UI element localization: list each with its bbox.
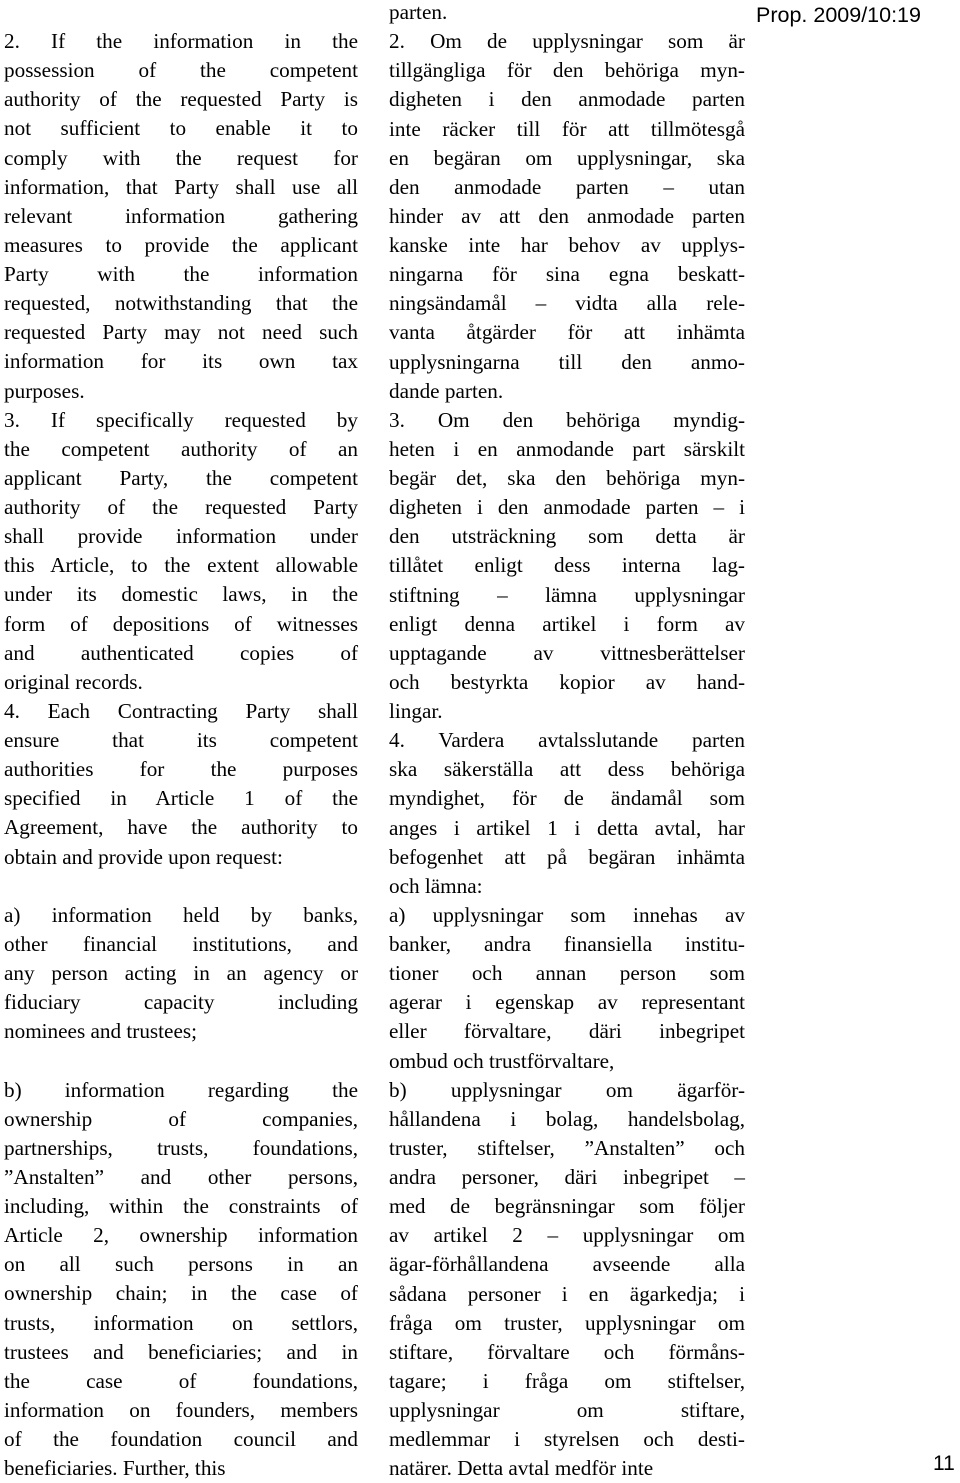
page-number: 11 xyxy=(933,1452,955,1476)
proposition-reference: Prop. 2009/10:19 xyxy=(756,2,921,28)
swedish-text-column xyxy=(389,0,745,1483)
swedish-text-line: sådana personer i en ägarkedja; i xyxy=(389,1280,745,1309)
swedish-text-line: tillgängliga för den behöriga myn- xyxy=(389,56,745,85)
swedish-text-line: stiftning – lämna upplysningar xyxy=(389,581,745,610)
swedish-text-line: myndighet, för de ändamål som xyxy=(389,784,745,813)
english-text-line: requested Party may not need such xyxy=(4,318,358,347)
english-text-line: original records. xyxy=(4,668,358,697)
swedish-text-line: anges i artikel 1 i detta avtal, har xyxy=(389,814,745,843)
swedish-text-line: befogenhet att på begäran inhämta xyxy=(389,843,745,872)
english-text-line: form of depositions of witnesses xyxy=(4,610,358,639)
english-paragraph xyxy=(4,697,358,872)
swedish-text-line: ska säkerställa att dess behöriga xyxy=(389,755,745,784)
english-text-line: beneficiaries. Further, this xyxy=(4,1454,358,1483)
swedish-text-line: fråga om truster, upplysningar om xyxy=(389,1309,745,1338)
swedish-text-line: hållandena i bolag, handelsbolag, xyxy=(389,1105,745,1134)
english-text-line: 2. If the information in the xyxy=(4,27,358,56)
english-text-line: obtain and provide upon request: xyxy=(4,843,358,872)
english-text-line: purposes. xyxy=(4,377,358,406)
swedish-text-line: begär det, ska den behöriga myn- xyxy=(389,464,745,493)
english-text-line: ensure that its competent xyxy=(4,726,358,755)
english-text-line: ”Anstalten” and other persons, xyxy=(4,1163,358,1192)
swedish-text-line: enligt denna artikel i form av xyxy=(389,610,745,639)
english-text-line: partnerships, trusts, foundations, xyxy=(4,1134,358,1163)
english-text-line: Party with the information xyxy=(4,260,358,289)
english-text-line: information on founders, members xyxy=(4,1396,358,1425)
swedish-text-line: lingar. xyxy=(389,697,745,726)
swedish-text-line: 3. Om den behöriga myndig- xyxy=(389,406,745,435)
swedish-text-line: eller förvaltare, däri inbegripet xyxy=(389,1017,745,1046)
swedish-text-line: med de begränsningar som följer xyxy=(389,1192,745,1221)
swedish-text-line: ägar-förhållandena avseende alla xyxy=(389,1250,745,1279)
english-text-line: not sufficient to enable it to xyxy=(4,114,358,143)
english-text-line: of the foundation council and xyxy=(4,1425,358,1454)
swedish-text-line: banker, andra finansiella institu- xyxy=(389,930,745,959)
english-text-line: under its domestic laws, in the xyxy=(4,580,358,609)
paragraph-spacer xyxy=(4,1046,358,1075)
english-text-line: b) information regarding the xyxy=(4,1076,358,1105)
swedish-text-line: den anmodade parten – utan xyxy=(389,173,745,202)
english-text-line: 3. If specifically requested by xyxy=(4,406,358,435)
english-text-line: ownership of companies, xyxy=(4,1105,358,1134)
swedish-text-line: ningarna för sina egna beskatt- xyxy=(389,260,745,289)
english-text-line: the case of foundations, xyxy=(4,1367,358,1396)
english-text-line: other financial institutions, and xyxy=(4,930,358,959)
swedish-text-line: andra personer, däri inbegripet – xyxy=(389,1163,745,1192)
swedish-text-line: en begäran om upplysningar, ska xyxy=(389,144,745,173)
english-text-line: authorities for the purposes xyxy=(4,755,358,784)
swedish-text-line: stiftare, förvaltare och förmåns- xyxy=(389,1338,745,1367)
english-text-line: Article 2, ownership information xyxy=(4,1221,358,1250)
english-text-line: authority of the requested Party xyxy=(4,493,358,522)
swedish-text-line: 4. Vardera avtalsslutande parten xyxy=(389,726,745,755)
english-text-line: on all such persons in an xyxy=(4,1250,358,1279)
swedish-text-line: digheten i den anmodade parten – i xyxy=(389,493,745,522)
english-paragraph xyxy=(4,406,358,697)
swedish-text-line: inte räcker till för att tillmötesgå xyxy=(389,115,745,144)
swedish-text-line: tioner och annan person som xyxy=(389,959,745,988)
english-text-line: applicant Party, the competent xyxy=(4,464,358,493)
english-text-line: Agreement, have the authority to xyxy=(4,813,358,842)
swedish-text-line: upplysningar om stiftare, xyxy=(389,1396,745,1425)
swedish-text-line: upptagande av vittnesberättelser xyxy=(389,639,745,668)
swedish-text-line: och lämna: xyxy=(389,872,745,901)
english-text-line: fiduciary capacity including xyxy=(4,988,358,1017)
swedish-paragraph xyxy=(389,901,745,1076)
swedish-text-line: tagare; i fråga om stiftelser, xyxy=(389,1367,745,1396)
swedish-paragraph xyxy=(389,406,745,726)
swedish-text-line: digheten i den anmodade parten xyxy=(389,85,745,114)
swedish-text-line: natärer. Detta avtal medför inte xyxy=(389,1454,745,1483)
english-text-line: information for its own tax xyxy=(4,347,358,376)
english-text-line: relevant information gathering xyxy=(4,202,358,231)
english-paragraph xyxy=(4,1076,358,1483)
swedish-paragraph xyxy=(389,27,745,406)
swedish-paragraph xyxy=(389,0,745,27)
swedish-text-line: kanske inte har behov av upplys- xyxy=(389,231,745,260)
swedish-text-line: den utsträckning som detta är xyxy=(389,522,745,551)
english-text-line: measures to provide the applicant xyxy=(4,231,358,260)
english-text-line: trustees and beneficiaries; and in xyxy=(4,1338,358,1367)
swedish-text-line: a) upplysningar som innehas av xyxy=(389,901,745,930)
english-text-line: information, that Party shall use all xyxy=(4,173,358,202)
swedish-text-line: agerar i egenskap av representant xyxy=(389,988,745,1017)
english-text-column xyxy=(4,27,358,1483)
swedish-text-line: upplysningarna till den anmo- xyxy=(389,348,745,377)
english-text-line: any person acting in an agency or xyxy=(4,959,358,988)
swedish-text-line: b) upplysningar om ägarför- xyxy=(389,1076,745,1105)
english-text-line: authority of the requested Party is xyxy=(4,85,358,114)
swedish-paragraph xyxy=(389,726,745,901)
swedish-text-line: ombud och trustförvaltare, xyxy=(389,1047,745,1076)
swedish-paragraph xyxy=(389,1076,745,1483)
english-text-line: and authenticated copies of xyxy=(4,639,358,668)
english-paragraph xyxy=(4,27,358,406)
english-text-line: trusts, information on settlors, xyxy=(4,1309,358,1338)
english-text-line: 4. Each Contracting Party shall xyxy=(4,697,358,726)
english-text-line: possession of the competent xyxy=(4,56,358,85)
swedish-text-line: truster, stiftelser, ”Anstalten” och xyxy=(389,1134,745,1163)
english-text-line: requested, notwithstanding that the xyxy=(4,289,358,318)
english-text-line: this Article, to the extent allowable xyxy=(4,551,358,580)
swedish-text-line: 2. Om de upplysningar som är xyxy=(389,27,745,56)
english-text-line: specified in Article 1 of the xyxy=(4,784,358,813)
english-text-line: comply with the request for xyxy=(4,144,358,173)
swedish-text-line: vanta åtgärder för att inhämta xyxy=(389,318,745,347)
swedish-text-line: tillåtet enligt dess interna lag- xyxy=(389,551,745,580)
english-paragraph xyxy=(4,901,358,1047)
paragraph-spacer xyxy=(4,872,358,901)
english-text-line: including, within the constraints of xyxy=(4,1192,358,1221)
swedish-text-line: av artikel 2 – upplysningar om xyxy=(389,1221,745,1250)
english-text-line: nominees and trustees; xyxy=(4,1017,358,1046)
swedish-text-line: ningsändamål – vidta alla rele- xyxy=(389,289,745,318)
english-text-line: a) information held by banks, xyxy=(4,901,358,930)
swedish-text-line: och bestyrkta kopior av hand- xyxy=(389,668,745,697)
english-text-line: shall provide information under xyxy=(4,522,358,551)
swedish-text-line: hinder av att den anmodade parten xyxy=(389,202,745,231)
swedish-text-line: dande parten. xyxy=(389,377,745,406)
swedish-text-line: heten i en anmodande part särskilt xyxy=(389,435,745,464)
english-text-line: the competent authority of an xyxy=(4,435,358,464)
english-text-line: ownership chain; in the case of xyxy=(4,1279,358,1308)
swedish-text-line: parten. xyxy=(389,0,745,27)
swedish-text-line: medlemmar i styrelsen och desti- xyxy=(389,1425,745,1454)
